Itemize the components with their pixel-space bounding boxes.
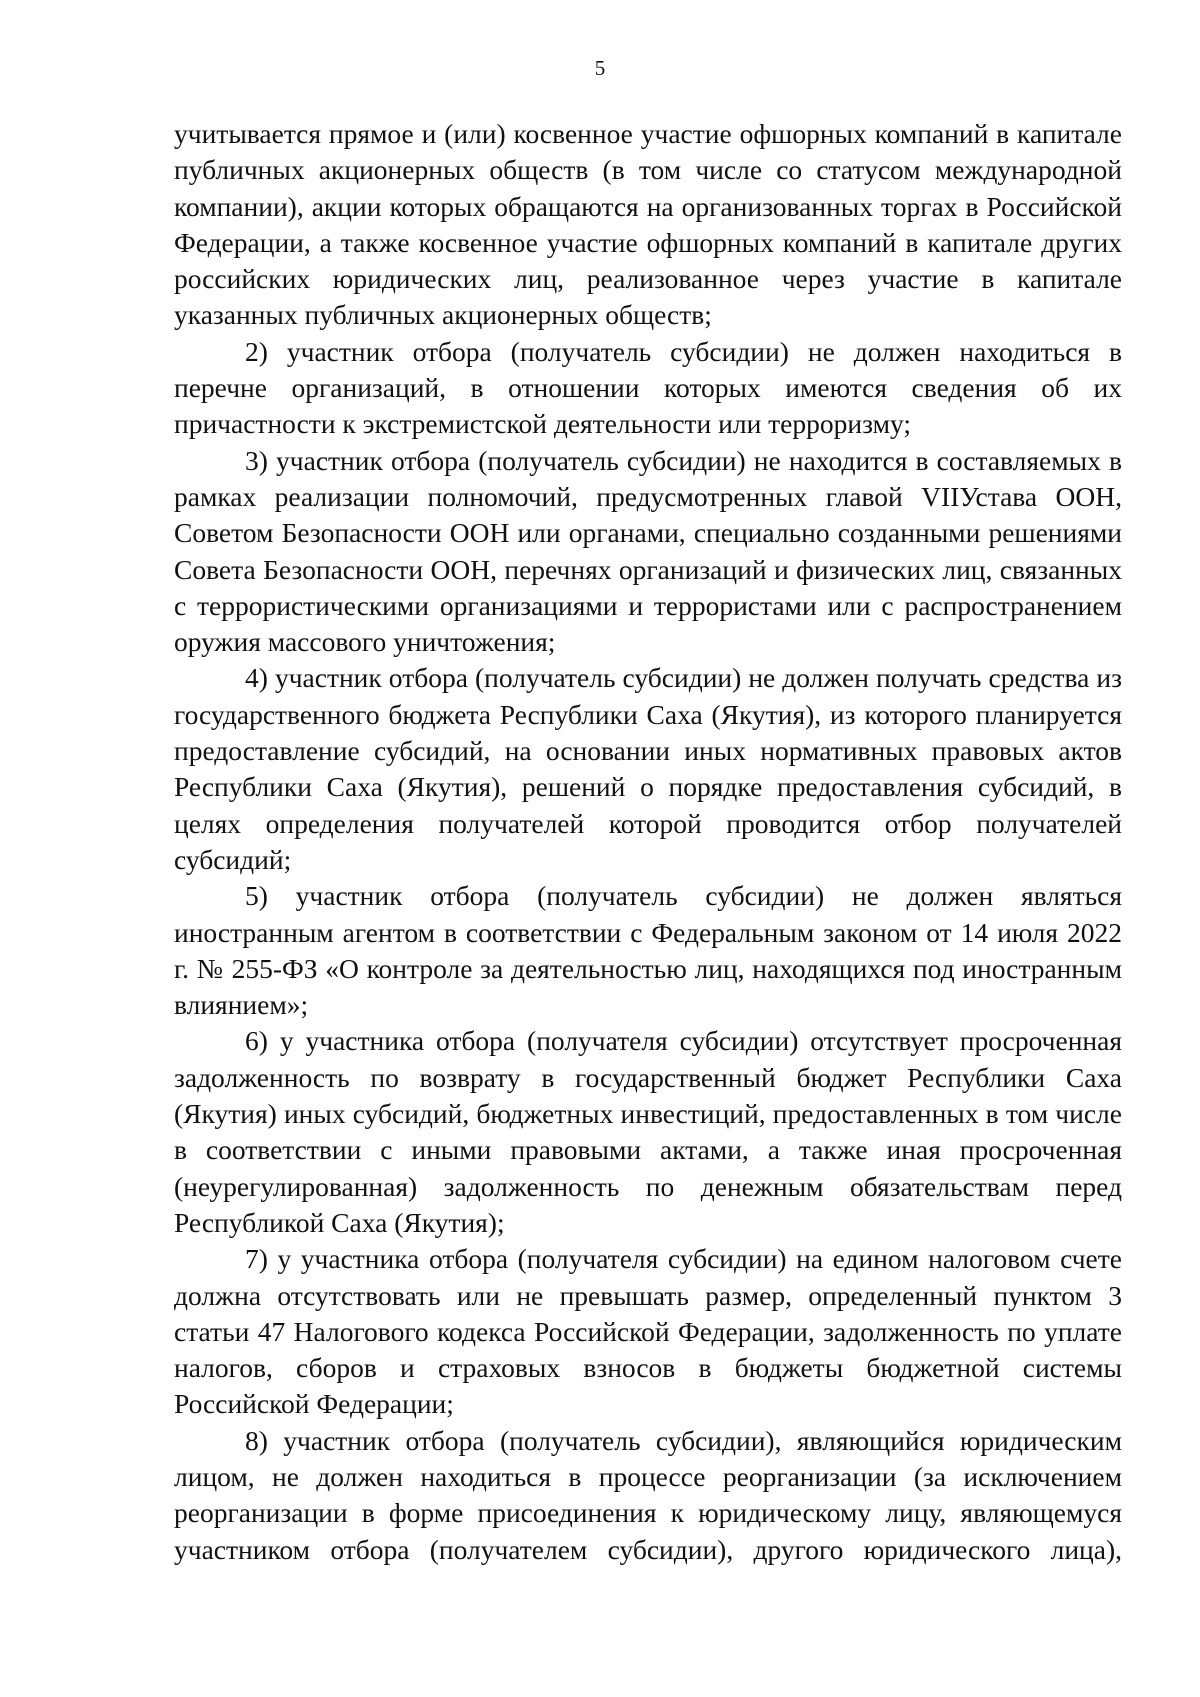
paragraph-item-4: 4) участник отбора (получатель субсидии) не должен получать средства из государственного бюджета Республики Саха (Якутия), из которого планируется предоставление субсидий, на основании иных нормативных правовых актов Республики Саха (Якутия), решений о порядке предоставления субсидий, в целях определения получателей которой проводится отбор получателей субсидий; — [174, 662, 1122, 875]
paragraph-item-3: 3) участник отбора (получатель субсидии) не находится в составляемых в рамках реализации полномочий, предусмотренных главой VIIУстава ООН, Советом Безопасности ООН или органами, специально созданными решениями Совета Безопасности ООН, перечнях организаций и физических лиц, связанных с террористическими организациями и террористами или с распространением оружия массового уничтожения; — [174, 444, 1122, 658]
paragraph-continuation: учитывается прямое и (или) косвенное участие офшорных компаний в капитале публичных акционерных обществ (в том числе со статусом международной компании), акции которых обращаются на организованных торгах в Российской Федерации, а также косвенное участие офшорных компаний в капитале других российских юридических лиц, реализованное через участие в капитале указанных публичных акционерных обществ; — [174, 118, 1122, 331]
paragraph-item-7: 7) у участника отбора (получателя субсидии) на едином налоговом счете должна отсутствовать или не превышать размер, определенный пунктом 3 статьи 47 Налогового кодекса Российской Федерации, задолженность по уплате налогов, сборов и страховых взносов в бюджеты бюджетной системы Российской Федерации; — [174, 1243, 1122, 1420]
paragraph-item-8: 8) участник отбора (получатель субсидии), являющийся юридическим лицом, не должен находиться в процессе реорганизации (за исключением реорганизации в форме присоединения к юридическому лицу, являющемуся участником отбора (получателем субсидии), другого юридического лица), — [174, 1424, 1122, 1565]
paragraph-item-5: 5) участник отбора (получатель субсидии) не должен являться иностранным агентом в соответствии с Федеральным законом от 14 июля 2022 г. № 255-ФЗ «О контроле за деятельностью лиц, находящихся под иностранным влиянием»; — [174, 880, 1122, 1021]
paragraph-item-6: 6) у участника отбора (получателя субсидии) отсутствует просроченная задолженность по возврату в государственный бюджет Республики Саха (Якутия) иных субсидий, бюджетных инвестиций, предоставленных в том числе в соответствии с иными правовыми актами, а также иная просроченная (неурегулированная) задолженность по денежным обязательствам перед Республикой Саха (Якутия); — [174, 1025, 1122, 1238]
paragraph-item-2: 2) участник отбора (получатель субсидии) не должен находиться в перечне организаций, в отношении которых имеются сведения об их причастности к экстремистской деятельности или терроризму; — [174, 335, 1122, 440]
page-number: 5 — [594, 56, 606, 80]
document-body — [174, 116, 1122, 1568]
